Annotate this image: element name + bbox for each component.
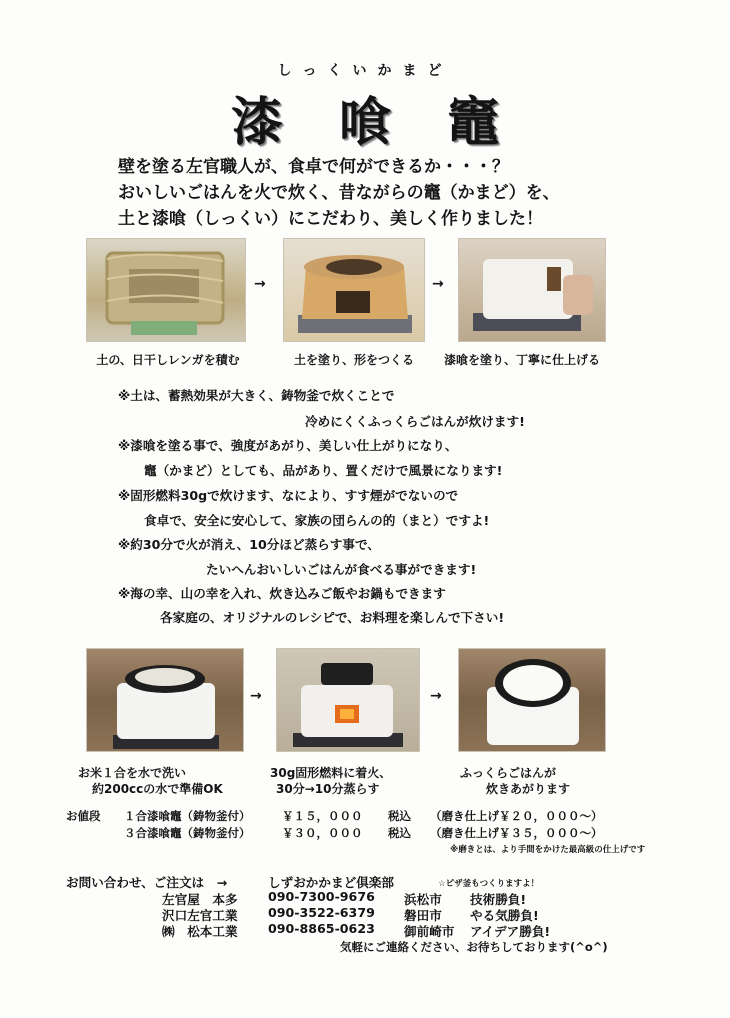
pricing-footnote: ※磨きとは、より手間をかけた最高級の仕上げです xyxy=(450,845,646,855)
contact-row-1-name: 左官屋 本多 xyxy=(162,892,238,907)
process-arrow-1: → xyxy=(254,276,266,292)
rice-pot-illustration xyxy=(87,649,243,751)
contact-row-2-tel[interactable]: 090-3522-6379 xyxy=(268,905,375,920)
price-row-2-tax: 税込 xyxy=(388,826,411,840)
price-row-1-polished: （磨き仕上げ￥２０，０００～） xyxy=(430,809,603,823)
step-arrow-1: → xyxy=(250,688,262,704)
contact-club: しずおかかまど倶楽部 xyxy=(268,875,394,890)
contact-closing: 気軽にご連絡ください、お待ちしております(^o^) xyxy=(340,940,608,954)
process-photo-bricks xyxy=(86,238,246,342)
note-1-line-1: ※土は、蓄熱効果が大きく、鋳物釜で炊くことで xyxy=(118,388,395,403)
price-row-1-tax: 税込 xyxy=(388,809,411,823)
step-caption-2-line-2: 30分→10分蒸らす xyxy=(276,782,380,796)
contact-row-2-slogan: やる気勝負! xyxy=(470,908,539,923)
process-photo-plaster xyxy=(458,238,606,342)
contact-row-3-name: ㈱ 松本工業 xyxy=(162,924,238,939)
price-row-2-name: ３合漆喰竈（鋳物釜付） xyxy=(124,826,251,840)
process-photo-clay xyxy=(283,238,425,342)
intro-line-2: おいしいごはんを火で炊く、昔ながらの竈（かまど）を、 xyxy=(118,183,560,203)
step-caption-3-line-2: 炊きあがります xyxy=(486,782,571,796)
process-caption-3: 漆喰を塗り、丁寧に仕上げる xyxy=(443,353,600,367)
cooked-rice-illustration xyxy=(459,649,605,751)
contact-row-3-city: 御前崎市 xyxy=(404,924,455,939)
process-caption-1: 土の、日干しレンガを積む xyxy=(96,353,240,367)
note-3-line-2: 食卓で、安全に安心して、家族の団らんの的（まと）ですよ! xyxy=(144,513,490,528)
step-photo-rice xyxy=(86,648,244,752)
note-3-line-1: ※固形燃料30gで炊けます、なにより、すす煙がでないので xyxy=(118,488,459,503)
process-caption-2: 土を塗り、形をつくる xyxy=(293,353,414,367)
pricing-label: お値段 xyxy=(66,809,101,823)
lit-stove-illustration xyxy=(277,649,419,751)
contact-row-2-city: 磐田市 xyxy=(404,908,442,923)
note-4-line-1: ※約30分で火が消え、10分ほど蒸らす事で、 xyxy=(118,537,380,552)
step-caption-1-line-1: お米１合を水で洗い xyxy=(78,766,187,780)
note-4-line-2: たいへんおいしいごはんが食べる事ができます! xyxy=(206,562,477,577)
contact-row-1-slogan: 技術勝負! xyxy=(470,892,527,907)
price-row-2-price: ￥３０，０００ xyxy=(282,826,363,840)
note-2-line-1: ※漆喰を塗る事で、強度があがり、美しい仕上がりになり、 xyxy=(118,438,458,453)
intro-line-3: 土と漆喰（しっくい）にこだわり、美しく作りました！ xyxy=(118,209,543,229)
note-5-line-1: ※海の幸、山の幸を入れ、炊き込みご飯やお鍋もできます xyxy=(118,586,446,601)
step-caption-1-line-2: 約200ccの水で準備OK xyxy=(92,782,223,796)
contact-pizza: ☆ピザ釜もつくりますよ！ xyxy=(438,879,540,889)
note-1-line-2: 冷めにくくふっくらごはんが炊けます! xyxy=(305,414,525,429)
contact-row-3-tel[interactable]: 090-8865-0623 xyxy=(268,921,375,936)
price-row-1-name: １合漆喰竈（鋳物釜付） xyxy=(124,809,251,823)
contact-row-1-tel[interactable]: 090-7300-9676 xyxy=(268,889,375,904)
title-ruby: しっくいかまど xyxy=(277,63,453,79)
intro-line-1: 壁を塗る左官職人が、食卓で何ができるか・・・？ xyxy=(118,157,509,177)
step-arrow-2: → xyxy=(430,688,442,704)
brick-frame-illustration xyxy=(87,239,245,341)
page-title: 漆喰竈 xyxy=(230,93,555,153)
contact-label: お問い合わせ、ご注文は → xyxy=(66,875,228,890)
contact-row-1-city: 浜松市 xyxy=(404,892,442,907)
contact-row-3-slogan: アイデア勝負! xyxy=(470,924,551,939)
price-row-2-polished: （磨き仕上げ￥３５，０００～） xyxy=(430,826,603,840)
contact-row-2-name: 沢口左官工業 xyxy=(162,908,238,923)
clay-stove-illustration xyxy=(284,239,424,341)
step-caption-3-line-1: ふっくらごはんが xyxy=(460,766,557,780)
step-photo-cooked xyxy=(458,648,606,752)
note-2-line-2: 竈（かまど）としても、品があり、置くだけで風景になります! xyxy=(144,463,503,478)
step-photo-fire xyxy=(276,648,420,752)
price-row-1-price: ￥１５，０００ xyxy=(282,809,363,823)
plastered-stove-illustration xyxy=(459,239,605,341)
note-5-line-2: 各家庭の、オリジナルのレシピで、お料理を楽しんで下さい! xyxy=(160,610,505,625)
step-caption-2-line-1: 30g固形燃料に着火、 xyxy=(270,766,392,780)
process-arrow-2: → xyxy=(432,276,444,292)
